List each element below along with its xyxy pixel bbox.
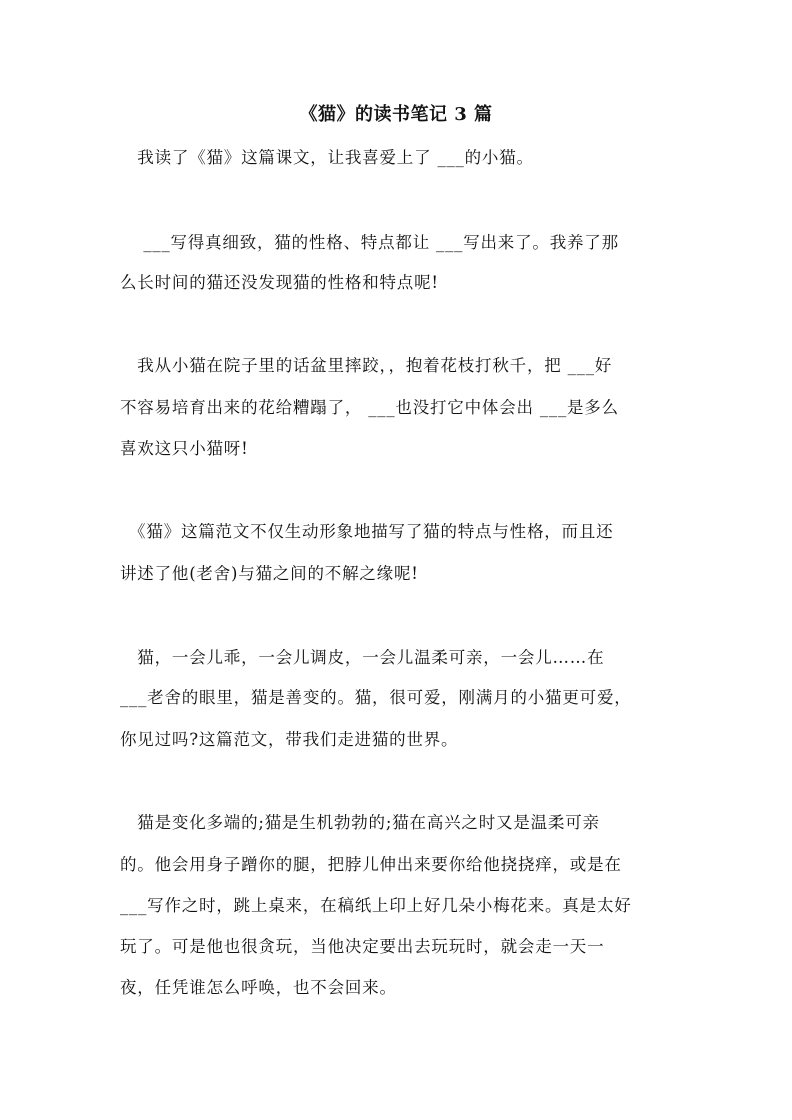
paragraph-6-line-1: 猫是变化多端的;猫是生机勃勃的;猫在高兴之时又是温柔可亲 — [120, 813, 600, 832]
paragraph-2-line-1: ___写得真细致，猫的性格、特点都让 ___写出来了。我养了那 — [120, 233, 619, 252]
paragraph-6-line-2: 的。他会用身子蹭你的腿，把脖儿伸出来要你给他挠挠痒，或是在 — [120, 855, 622, 874]
paragraph-3-line-2: 不容易培育出来的花给糟蹋了， ___也没打它中体会出 ___是多么 — [120, 398, 619, 417]
paragraph-6-line-4: 玩了。可是他也很贪玩，当他决定要出去玩玩时，就会走一天一 — [120, 937, 605, 956]
page-title: 《猫》的读书笔记 3 篇 — [299, 104, 493, 125]
paragraph-5-line-3: 你见过吗?这篇范文，带我们走进猫的世界。 — [120, 730, 459, 749]
paragraph-5-line-2: ___老舍的眼里，猫是善变的。猫，很可爱，刚满月的小猫更可爱， — [120, 688, 632, 707]
paragraph-1-line-1: 我读了《猫》这篇课文，让我喜爱上了 ___的小猫。 — [120, 148, 534, 167]
paragraph-3-line-3: 喜欢这只小猫呀! — [120, 439, 249, 458]
paragraph-5-line-1: 猫，一会儿乖，一会儿调皮，一会儿温柔可亲，一会儿……在 — [120, 648, 605, 667]
paragraph-4-line-1: 《猫》这篇范文不仅生动形象地描写了猫的特点与性格，而且还 — [120, 522, 614, 541]
paragraph-6-line-3: ___写作之时，跳上桌来，在稿纸上印上好几朵小梅花来。真是太好 — [120, 896, 632, 915]
paragraph-3-line-1: 我从小猫在院子里的话盆里摔跤，，抱着花枝打秋千，把 ___好 — [120, 356, 613, 375]
paragraph-6-line-5: 夜，任凭谁怎么呼唤，也不会回来。 — [120, 978, 397, 997]
paragraph-2-line-2: 么长时间的猫还没发现猫的性格和特点呢! — [120, 273, 439, 292]
paragraph-4-line-2: 讲述了他(老舍)与猫之间的不解之缘呢! — [120, 564, 419, 583]
